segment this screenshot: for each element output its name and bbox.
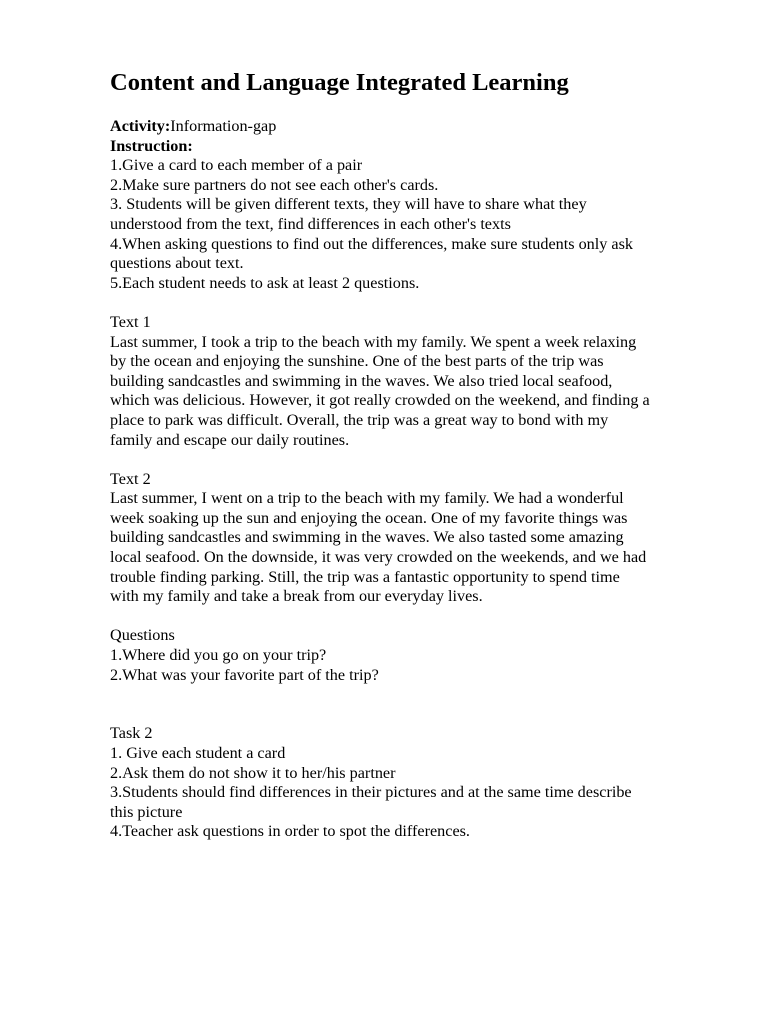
spacer [110, 685, 722, 724]
task2-line: 3.Students should find differences in their pictures and at the same time describe [110, 783, 632, 802]
text1-heading: Text 1 [110, 312, 151, 331]
activity-line [110, 117, 722, 137]
instruction-line: 2.Make sure partners do not see each other's cards. [110, 175, 439, 194]
instruction-label: Instruction: [110, 136, 193, 155]
spacer [110, 293, 722, 313]
text1-line: by the ocean and enjoying the sunshine. One of the best parts of the trip was [110, 352, 604, 371]
text1-line: which was delicious. However, it got really crowded on the weekend, and finding a [110, 391, 650, 410]
text2-line: with my family and take a break from our everyday lives. [110, 587, 483, 606]
question-line: 1.Where did you go on your trip? [110, 646, 327, 665]
questions-section [110, 626, 722, 685]
instruction-line: 4.When asking questions to find out the differences, make sure students only ask [110, 234, 633, 253]
task2-line: this picture [110, 802, 183, 821]
task2-section [110, 724, 722, 842]
text2-line: local seafood. On the downside, it was very crowded on the weekends, and we had [110, 548, 647, 567]
document-page [110, 66, 722, 842]
document-body [110, 117, 722, 842]
instruction-line: 5.Each student needs to ask at least 2 questions. [110, 273, 420, 292]
instruction-line: understood from the text, find differences in each other's texts [110, 214, 511, 233]
text1-line: place to park was difficult. Overall, the trip was a great way to bond with my [110, 410, 609, 429]
text1-line: Last summer, I took a trip to the beach with my family. We spent a week relaxing [110, 332, 637, 351]
text2-line: week soaking up the sun and enjoying the ocean. One of my favorite things was [110, 508, 628, 527]
task2-line: 2.Ask them do not show it to her/his partner [110, 763, 396, 782]
instruction-line: questions about text. [110, 254, 244, 273]
task2-line: 4.Teacher ask questions in order to spot the differences. [110, 822, 470, 841]
questions-heading: Questions [110, 626, 175, 645]
text2-section [110, 470, 722, 607]
task2-line: 1. Give each student a card [110, 744, 286, 762]
page-title: Content and Language Integrated Learning [110, 69, 569, 96]
text1-line: building sandcastles and swimming in the waves. We also tried local seafood, [110, 371, 613, 390]
activity-value: Information-gap [170, 117, 277, 135]
instruction-line: 3. Students will be given different texts, they will have to share what they [110, 195, 587, 214]
instruction-list [110, 156, 722, 293]
text2-line: trouble finding parking. Still, the trip was a fantastic opportunity to spend time [110, 567, 620, 586]
instruction-line: 1.Give a card to each member of a pair [110, 156, 363, 175]
text2-heading: Text 2 [110, 469, 151, 488]
spacer [110, 607, 722, 627]
task2-heading: Task 2 [110, 724, 153, 743]
text2-line: Last summer, I went on a trip to the beach with my family. We had a wonderful [110, 489, 624, 508]
text1-line: family and escape our daily routines. [110, 430, 350, 449]
text1-section [110, 313, 722, 450]
question-line: 2.What was your favorite part of the trip? [110, 665, 379, 684]
activity-label: Activity: [110, 117, 171, 135]
text2-line: building sandcastles and swimming in the waves. We also tasted some amazing [110, 528, 624, 547]
spacer [110, 450, 722, 470]
